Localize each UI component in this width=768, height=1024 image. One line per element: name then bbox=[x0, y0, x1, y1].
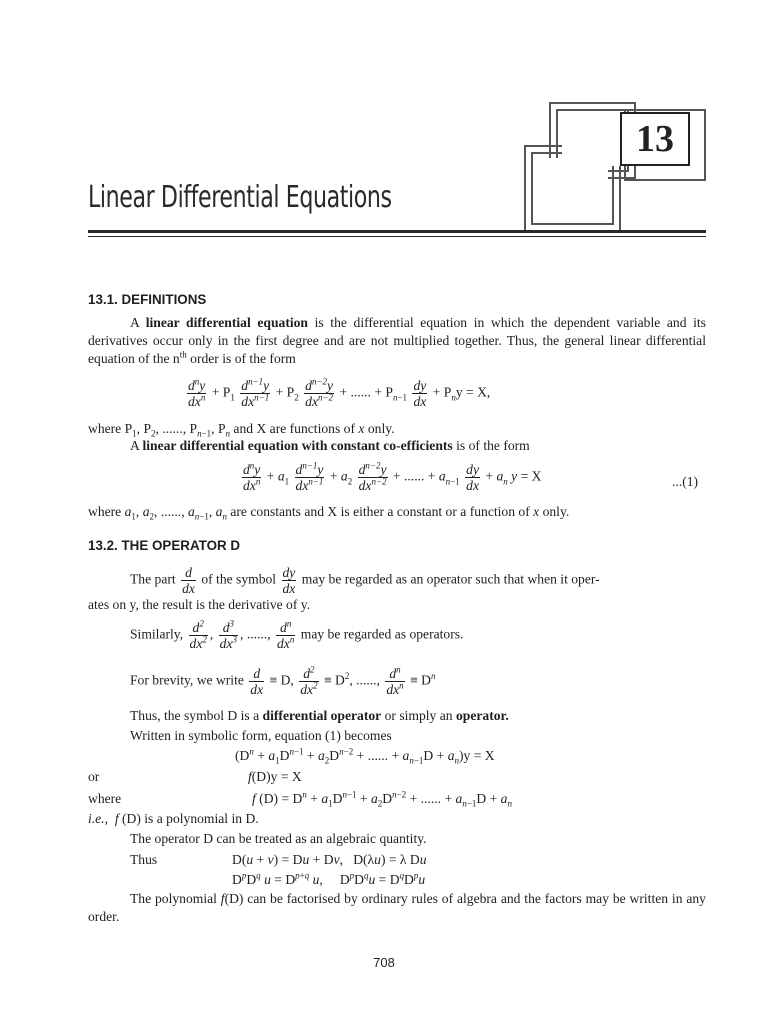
title-rule bbox=[88, 230, 706, 233]
chapter-number-box bbox=[620, 112, 690, 166]
brevity-line: For brevity, we write $\frac{d}{dx}$ ≡ D, $\frac{d^2}{dx^2}$ ≡ $D^2$, ......, $\frac{d^n}{dx^n}$ ≡ $D^n$ bbox=[130, 664, 436, 697]
title-rule-thin bbox=[88, 236, 706, 237]
constant-coefficient-line: A linear differential equation with constant co-efficients is of the form bbox=[130, 438, 530, 453]
definition-paragraph: A linear differential equation is the differential equation in which the dependent variable and its derivatives occur only in the first degree and are not multiplied together. Thus, the general linear differential equation of the $n^{th}$ order is of the form bbox=[88, 315, 706, 366]
operator-part-line: The part $\frac{d}{dx}$ of the symbol $\frac{dy}{dx}$ may be regarded as an operator such that when it oper- bbox=[130, 565, 600, 596]
chapter-number: 13 bbox=[636, 118, 674, 160]
page-number: 708 bbox=[373, 955, 395, 970]
where-label: where bbox=[88, 791, 122, 806]
ie-line: i.e., f (D) is a polynomial in D. bbox=[88, 811, 259, 826]
fd-definition: f $(D) = D^n + a_1D^{n-1} + a_2D^{n-2}$ + ...... + $a_{n-1}D + a_n$ bbox=[252, 789, 512, 809]
chapter-title: Linear Differential Equations bbox=[88, 180, 392, 215]
section-heading-definitions: 13.1. DEFINITIONS bbox=[88, 292, 207, 307]
similarly-line: Similarly, $\frac{d^2}{dx^2}$ , $\frac{d^3}{dx^3}$ , ......, $\frac{d^n}{dx^n}$ may be regarded as operators. bbox=[130, 618, 464, 651]
where-p-functions: where $P_1$, $P_2$, ......, $P_{n-1}$, $P_n$ and X are functions of x only. bbox=[88, 421, 395, 439]
where-a-constants: where $a_1$, $a_2$, ......, $a_{n-1}$, $a_n$ are constants and X is either a constant or a function of x only. bbox=[88, 504, 570, 522]
or-label: or bbox=[88, 769, 100, 784]
algebraic-quantity-line: The operator D can be treated as an algebraic quantity. bbox=[130, 831, 427, 846]
thus-label: Thus bbox=[130, 852, 158, 867]
differential-operator-line: Thus, the symbol D is a differential operator or simply an operator. bbox=[130, 708, 509, 723]
operator-laws-2: $D^pD^q$ $u = D^{p+q}$ u, $D^pD^qu = D^qD^pu$ bbox=[232, 870, 426, 887]
fd-y-equation: f(D)y = X bbox=[248, 769, 302, 784]
symbolic-form-line: Written in symbolic form, equation (1) becomes bbox=[130, 728, 392, 743]
general-linear-equation: $\frac{d^ny}{dx^n}$ + $P_1$ $\frac{d^{n-1}y}{dx^{n-1}}$ + $P_2$ $\frac{d^{n-2}y}{dx^{n-2}}$ + ...... + $P_{n-1}$ $\frac{dy}{dx}$ + $P_ny = X$, bbox=[188, 376, 491, 409]
operator-part-line-2: ates on y, the result is the derivative of y. bbox=[88, 597, 311, 612]
symbolic-equation: ($D^n + a_1D^{n-1} + a_2D^{n-2}$ + ...... + $a_{n-1}D + a_n)y = X$ bbox=[235, 746, 495, 766]
operator-laws-1: D(u + v) = Du + Dv, D(λu) = λ Du bbox=[232, 852, 427, 867]
constant-coefficient-equation: $\frac{d^ny}{dx^n}$ + $a_1$ $\frac{d^{n-1}y}{dx^{n-1}}$ + $a_2$ $\frac{d^{n-2}y}{dx^{n-2}}$ + ...... + $a_{n-1}$ $\frac{dy}{dx}$ + $a_n$ y = X bbox=[243, 460, 542, 493]
polynomial-paragraph: The polynomial f(D) can be factorised by ordinary rules of algebra and the factors may be written in any order. bbox=[88, 891, 706, 924]
section-heading-operator-d: 13.2. THE OPERATOR D bbox=[88, 538, 241, 553]
equation-number-1: ...(1) bbox=[672, 474, 699, 489]
